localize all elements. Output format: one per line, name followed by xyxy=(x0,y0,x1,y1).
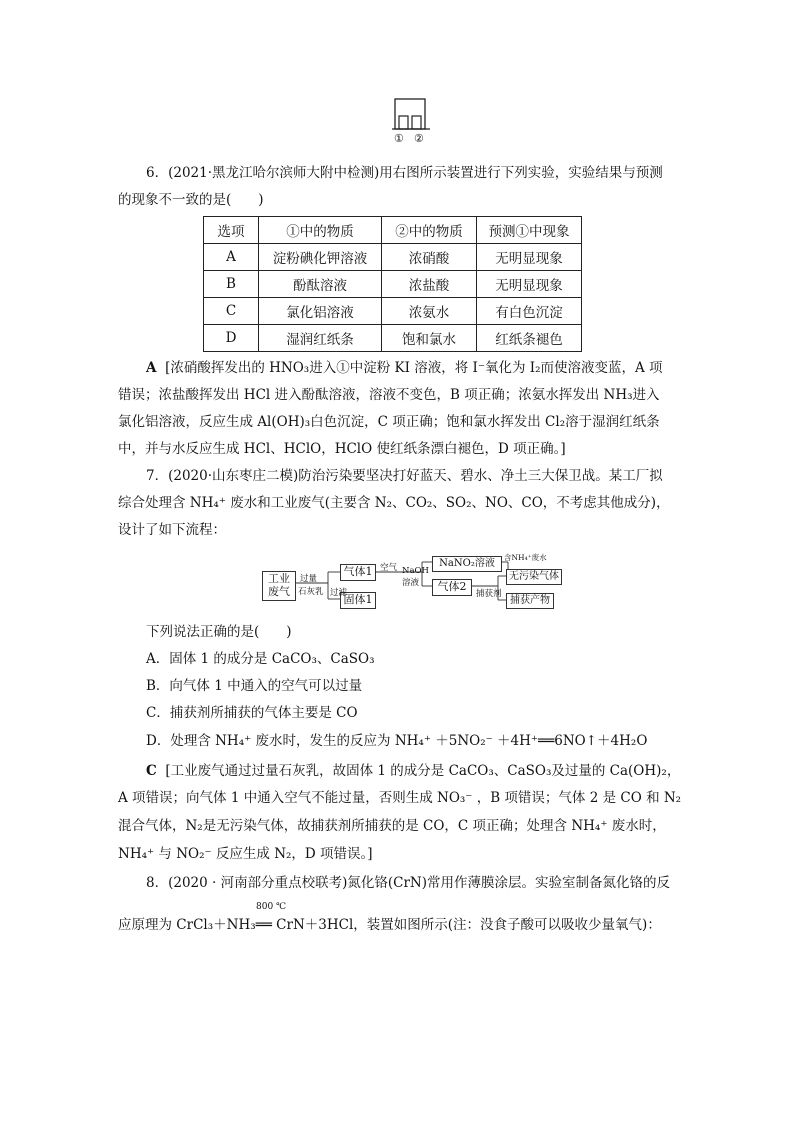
table-cell: 红纸条褪色 xyxy=(477,325,582,352)
q7-option-b: B．向气体 1 中通入的空气可以过量 xyxy=(146,678,363,694)
q8-stem-2: 应原理为 CrCl₃＋NH₃══ CrN＋3HCl，装置如图所示(注：没食子酸可以吸收少量氧气)： xyxy=(118,917,661,933)
table-cell: A xyxy=(204,244,259,271)
q6-exp-3: 氯化铝溶液，反应生成 Al(OH)₃白色沉淀，C 项正确；饱和氯水挥发出 Cl₂溶于湿润红纸条 xyxy=(118,414,660,430)
q6-explanation-1 xyxy=(146,358,663,378)
q6-stem-1: 6．(2021·黑龙江哈尔滨师大附中检测)用右图所示装置进行下列实验，实验结果与预测 xyxy=(146,165,663,181)
table-cell: B xyxy=(204,271,259,298)
q6-exp-4: 中，并与水反应生成 HCl、HClO，HClO 使红纸条漂白褪色，D 项正确。] xyxy=(118,441,566,457)
table-cell: 浓氨水 xyxy=(382,298,477,325)
flow-box-nano2 xyxy=(432,556,502,572)
flow-label-nh4-waste: 含NH₄⁺废水 xyxy=(504,553,547,562)
q6-exp-2: 错误；浓盐酸挥发出 HCl 进入酚酞溶液，溶液不变色，B 项正确；浓氨水挥发出 NH₃进入 xyxy=(118,387,660,403)
table-row xyxy=(204,244,582,271)
flow-box-clean-gas xyxy=(506,569,562,585)
table-header: 选项 xyxy=(204,217,259,244)
flow-box-label: 气体1 xyxy=(343,565,373,578)
beaker-1-label: ① xyxy=(394,132,404,145)
q7-exp-2: A 项错误；向气体 1 中通入空气不能过量，否则生成 NO₃⁻ ，B 项错误；气体 2 是 CO 和 N₂ xyxy=(118,790,682,806)
flow-box-label: 捕获产物 xyxy=(510,595,550,606)
table-cell: 无明显现象 xyxy=(477,244,582,271)
q6-answer: A xyxy=(146,360,157,376)
table-header: ①中的物质 xyxy=(259,217,382,244)
q7-option-c: C．捕获剂所捕获的气体主要是 CO xyxy=(146,705,358,721)
q7-option-a: A．固体 1 的成分是 CaCO₃、CaSO₃ xyxy=(146,651,375,667)
flow-label-filter: 过滤 xyxy=(330,588,348,598)
flow-box-label: 固体1 xyxy=(343,593,373,606)
q6-stem-2: 的现象不一致的是( ) xyxy=(118,192,264,208)
table-cell: 无明显现象 xyxy=(477,271,582,298)
q7-exp-3: 混合气体，N₂是无污染气体，故捕获剂所捕获的是 CO，C 项正确；处理含 NH₄⁺ 废水时， xyxy=(118,818,666,834)
flow-box-label: 工业废气 xyxy=(268,572,290,598)
q7-explanation-1 xyxy=(146,761,680,781)
flow-box-label: NaNO₂溶液 xyxy=(439,558,495,569)
flow-box-industrial-gas xyxy=(262,571,296,601)
q7-ask: 下列说法正确的是( ) xyxy=(146,624,292,640)
flow-label-air: 空气 xyxy=(380,563,398,573)
table-cell: 饱和氯水 xyxy=(382,325,477,352)
beaker-2-label: ② xyxy=(414,132,424,145)
table-cell: C xyxy=(204,298,259,325)
table-row xyxy=(204,298,582,325)
q6-exp-text-1: [浓硝酸挥发出的 HNO₃进入①中淀粉 KI 溶液，将 I⁻氧化为 I₂而使溶液变蓝，A 项 xyxy=(165,360,663,376)
q7-exp-text-1: [工业废气通过过量石灰乳，故固体 1 的成分是 CaCO₃、CaSO₃及过量的 Ca(OH)₂， xyxy=(165,763,681,779)
flow-box-gas-2 xyxy=(432,579,472,596)
table-cell: 酚酞溶液 xyxy=(259,271,382,298)
q8-stem-1: 8．(2020 · 河南部分重点校联考)氮化铬(CrN)常用作薄膜涂层。实验室制备氮化铬的反 xyxy=(146,875,670,891)
q6-table xyxy=(203,216,582,352)
table-cell: 浓盐酸 xyxy=(382,271,477,298)
table-cell: 浓硝酸 xyxy=(382,244,477,271)
table-row xyxy=(204,325,582,352)
flow-label-lime: 石灰乳 xyxy=(298,587,324,597)
table-header: ②中的物质 xyxy=(382,217,477,244)
flow-label-solution: 溶液 xyxy=(402,578,420,588)
flow-box-label: 无污染气体 xyxy=(509,571,559,582)
flow-box-capture-product xyxy=(506,593,554,609)
table-cell: 淀粉碘化钾溶液 xyxy=(259,244,382,271)
table-cell: 氯化铝溶液 xyxy=(259,298,382,325)
flow-label-excess: 过量 xyxy=(300,574,318,584)
q7-stem-1: 7．(2020·山东枣庄二模)防治污染要坚决打好蓝天、碧水、净土三大保卫战。某工厂拟 xyxy=(146,468,663,484)
table-cell: D xyxy=(204,325,259,352)
q7-exp-4: NH₄⁺ 与 NO₂⁻ 反应生成 N₂，D 项错误。] xyxy=(118,846,373,862)
table-header: 预测①中现象 xyxy=(477,217,582,244)
q7-option-d: D．处理含 NH₄⁺ 废水时，发生的反应为 NH₄⁺ ＋5NO₂⁻ ＋4H⁺══6NO↑＋4H₂O xyxy=(146,733,648,749)
table-header-row xyxy=(204,217,582,244)
table-row xyxy=(204,271,582,298)
apparatus-figure xyxy=(392,94,432,145)
flow-box-label: 气体2 xyxy=(437,580,467,593)
flow-box-gas-1 xyxy=(340,564,376,581)
table-cell: 湿润红纸条 xyxy=(259,325,382,352)
q7-stem-2: 综合处理含 NH₄⁺ 废水和工业废气(主要含 N₂、CO₂、SO₂、NO、CO，不考虑其他成分)， xyxy=(118,495,670,511)
q7-stem-3: 设计了如下流程： xyxy=(118,522,226,538)
q8-reaction-condition: 800 ℃ xyxy=(256,902,287,912)
table-cell: 有白色沉淀 xyxy=(477,298,582,325)
apparatus-drawing xyxy=(392,94,432,134)
flow-label-naoh: NaOH xyxy=(402,566,429,576)
q7-flowchart xyxy=(262,553,562,612)
flow-label-capture-agent: 捕获剂 xyxy=(476,589,502,599)
q7-answer: C xyxy=(146,763,157,779)
